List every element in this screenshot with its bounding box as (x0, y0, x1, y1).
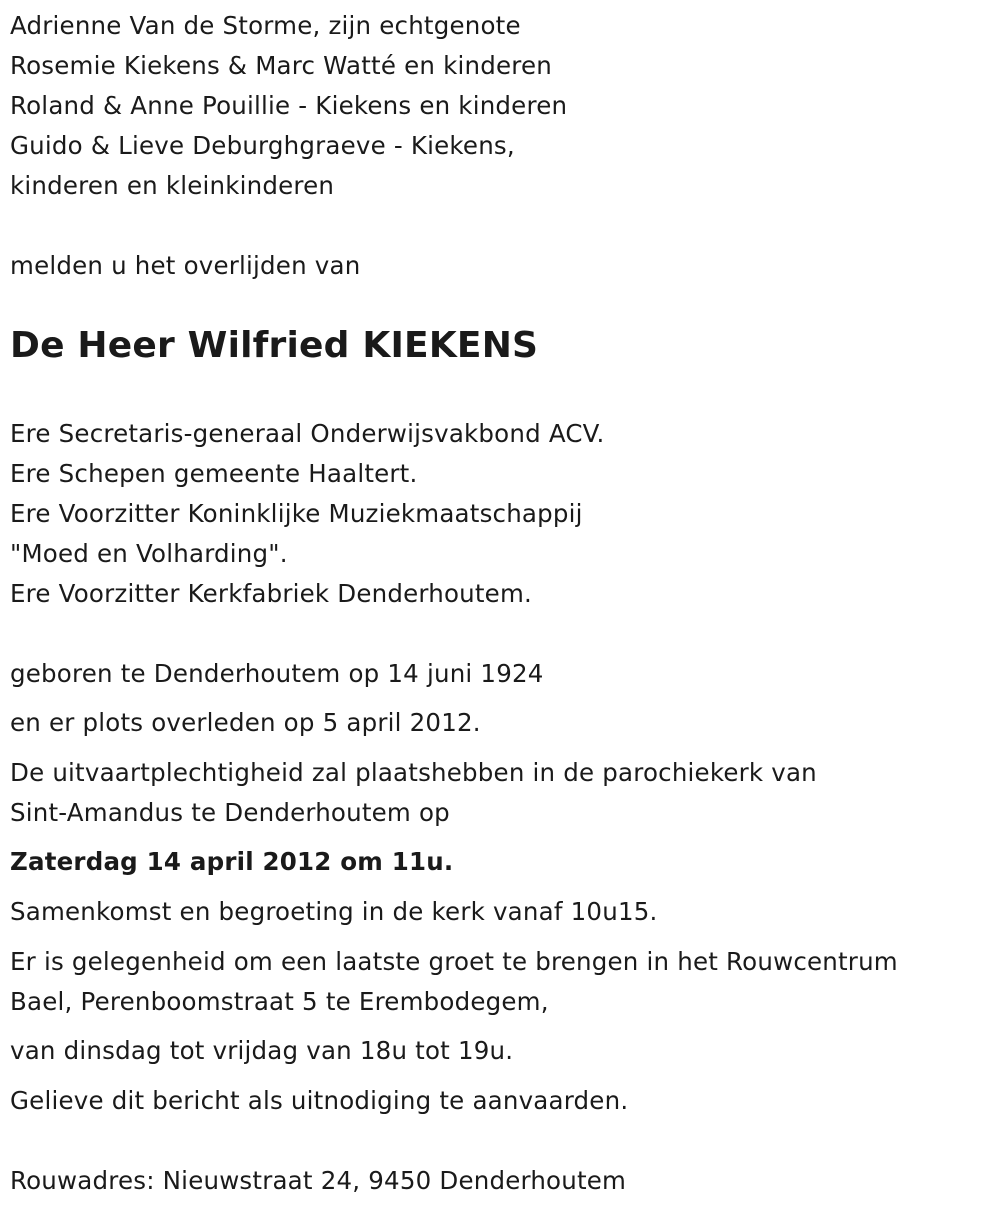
intro-text: melden u het overlijden van (10, 251, 361, 280)
viewing-line: Bael, Perenboomstraat 5 te Erembodegem, (10, 987, 549, 1016)
title-line: Ere Voorzitter Kerkfabriek Denderhoutem. (10, 579, 533, 608)
born-text: geboren te Denderhoutem op 14 juni 1924 (10, 659, 544, 688)
gathering-text: Samenkomst en begroeting in de kerk vanaf 10u15. (10, 897, 658, 926)
family-line: kinderen en kleinkinderen (10, 171, 335, 200)
family-line: Adrienne Van de Storme, zijn echtgenote (10, 11, 521, 40)
deceased-name: De Heer Wilfried KIEKENS (10, 325, 539, 366)
family-line: Rosemie Kiekens & Marc Watté en kinderen (10, 51, 552, 80)
ceremony-line: De uitvaartplechtigheid zal plaatshebben in de parochiekerk van (10, 758, 817, 787)
title-line: Ere Voorzitter Koninklijke Muziekmaatschappij (10, 499, 583, 528)
family-line: Roland & Anne Pouillie - Kiekens en kinderen (10, 91, 568, 120)
died-text: en er plots overleden op 5 april 2012. (10, 708, 481, 737)
title-line: Ere Secretaris-generaal Onderwijsvakbond ACV. (10, 419, 605, 448)
family-line: Guido & Lieve Deburghgraeve - Kiekens, (10, 131, 515, 160)
mourning-address: Rouwadres: Nieuwstraat 24, 9450 Denderhoutem (10, 1166, 627, 1195)
ceremony-date: Zaterdag 14 april 2012 om 11u. (10, 847, 454, 876)
title-line: "Moed en Volharding". (10, 539, 288, 568)
invitation-text: Gelieve dit bericht als uitnodiging te aanvaarden. (10, 1086, 629, 1115)
ceremony-line: Sint-Amandus te Denderhoutem op (10, 798, 450, 827)
title-line: Ere Schepen gemeente Haaltert. (10, 459, 418, 488)
viewing-hours: van dinsdag tot vrijdag van 18u tot 19u. (10, 1036, 514, 1065)
viewing-line: Er is gelegenheid om een laatste groet te brengen in het Rouwcentrum (10, 947, 898, 976)
